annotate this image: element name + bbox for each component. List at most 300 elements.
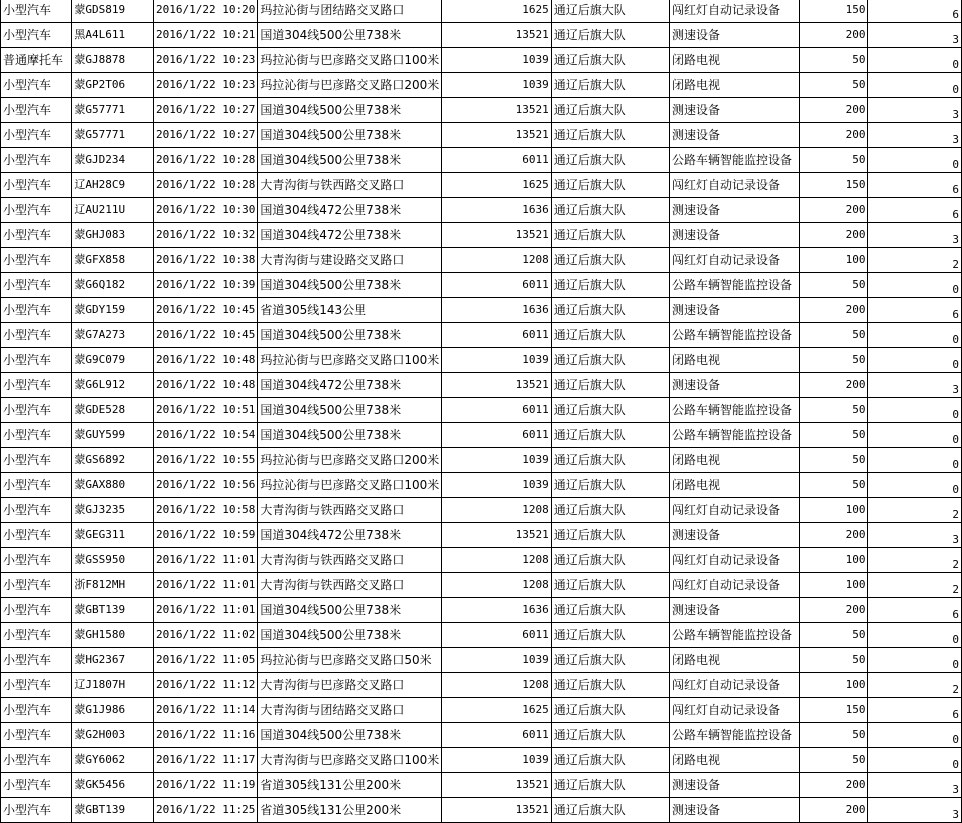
- location-cell[interactable]: 玛拉沁街与巴彦路交叉路口100米: [258, 473, 442, 498]
- violation-time-cell[interactable]: 2016/1/22 10:28: [154, 148, 258, 173]
- vehicle-type-cell[interactable]: 小型汽车: [1, 548, 72, 573]
- penalty-points-cell[interactable]: 2: [868, 673, 962, 698]
- vehicle-type-cell[interactable]: 普通摩托车: [1, 48, 72, 73]
- collecting-unit-cell[interactable]: 通辽后旗大队: [551, 73, 669, 98]
- table-row: [1, 23, 962, 48]
- device-type-cell[interactable]: 闯红灯自动记录设备: [669, 673, 799, 698]
- collecting-unit-cell[interactable]: 通辽后旗大队: [551, 348, 669, 373]
- fine-amount-cell[interactable]: 200: [799, 123, 868, 148]
- vehicle-type-cell[interactable]: 小型汽车: [1, 473, 72, 498]
- violation-code-cell[interactable]: 13521: [442, 98, 551, 123]
- fine-amount-cell[interactable]: 200: [799, 773, 868, 798]
- fine-amount-cell[interactable]: 100: [799, 673, 868, 698]
- collecting-unit-cell[interactable]: 通辽后旗大队: [551, 723, 669, 748]
- device-type-cell[interactable]: 闯红灯自动记录设备: [669, 248, 799, 273]
- penalty-points-cell[interactable]: 6: [868, 0, 962, 23]
- plate-number-cell[interactable]: 黑A4L611: [72, 23, 154, 48]
- plate-number-cell[interactable]: 蒙G9C079: [72, 348, 154, 373]
- collecting-unit-cell[interactable]: 通辽后旗大队: [551, 373, 669, 398]
- vehicle-type-cell[interactable]: 小型汽车: [1, 373, 72, 398]
- violation-code-cell[interactable]: 13521: [442, 373, 551, 398]
- collecting-unit-cell[interactable]: 通辽后旗大队: [551, 223, 669, 248]
- violation-code-cell[interactable]: 13521: [442, 798, 551, 823]
- penalty-points-cell[interactable]: 0: [868, 398, 962, 423]
- violation-time-cell[interactable]: 2016/1/22 10:38: [154, 248, 258, 273]
- violation-code-cell[interactable]: 13521: [442, 23, 551, 48]
- fine-amount-cell[interactable]: 100: [799, 498, 868, 523]
- location-cell[interactable]: 国道304线472公里738米: [258, 223, 442, 248]
- vehicle-type-cell[interactable]: 小型汽车: [1, 773, 72, 798]
- penalty-points-cell[interactable]: 2: [868, 548, 962, 573]
- collecting-unit-cell[interactable]: 通辽后旗大队: [551, 698, 669, 723]
- violation-time-cell[interactable]: 2016/1/22 11:14: [154, 698, 258, 723]
- violation-code-cell[interactable]: 1636: [442, 298, 551, 323]
- table-row: [1, 598, 962, 623]
- device-type-cell[interactable]: 测速设备: [669, 598, 799, 623]
- violation-code-cell[interactable]: 1636: [442, 198, 551, 223]
- violation-time-cell[interactable]: 2016/1/22 10:55: [154, 448, 258, 473]
- vehicle-type-cell[interactable]: 小型汽车: [1, 223, 72, 248]
- plate-number-cell[interactable]: 浙F812MH: [72, 573, 154, 598]
- violation-time-cell[interactable]: 2016/1/22 10:48: [154, 348, 258, 373]
- collecting-unit-cell[interactable]: 通辽后旗大队: [551, 798, 669, 823]
- collecting-unit-cell[interactable]: 通辽后旗大队: [551, 448, 669, 473]
- location-cell[interactable]: 玛拉沁街与巴彦路交叉路口200米: [258, 448, 442, 473]
- plate-number-cell[interactable]: 辽AH28C9: [72, 173, 154, 198]
- vehicle-type-cell[interactable]: 小型汽车: [1, 523, 72, 548]
- vehicle-type-cell[interactable]: 小型汽车: [1, 98, 72, 123]
- violation-time-cell[interactable]: 2016/1/22 10:59: [154, 523, 258, 548]
- vehicle-type-cell[interactable]: 小型汽车: [1, 123, 72, 148]
- fine-amount-cell[interactable]: 50: [799, 48, 868, 73]
- vehicle-type-cell[interactable]: 小型汽车: [1, 198, 72, 223]
- vehicle-type-cell[interactable]: 小型汽车: [1, 248, 72, 273]
- penalty-points-cell[interactable]: 3: [868, 98, 962, 123]
- device-type-cell[interactable]: 闯红灯自动记录设备: [669, 548, 799, 573]
- violation-code-cell[interactable]: 1039: [442, 348, 551, 373]
- fine-amount-cell[interactable]: 200: [799, 223, 868, 248]
- location-cell[interactable]: 大青沟街与铁西路交叉路口: [258, 573, 442, 598]
- violation-code-cell[interactable]: 6011: [442, 398, 551, 423]
- location-cell[interactable]: 国道304线500公里738米: [258, 423, 442, 448]
- plate-number-cell[interactable]: 蒙GK5456: [72, 773, 154, 798]
- violation-code-cell[interactable]: 6011: [442, 273, 551, 298]
- plate-number-cell[interactable]: 辽AU211U: [72, 198, 154, 223]
- plate-number-cell[interactable]: 蒙GDE528: [72, 398, 154, 423]
- fine-amount-cell[interactable]: 150: [799, 173, 868, 198]
- collecting-unit-cell[interactable]: 通辽后旗大队: [551, 398, 669, 423]
- device-type-cell[interactable]: 测速设备: [669, 23, 799, 48]
- vehicle-type-cell[interactable]: 小型汽车: [1, 623, 72, 648]
- collecting-unit-cell[interactable]: 通辽后旗大队: [551, 648, 669, 673]
- fine-amount-cell[interactable]: 50: [799, 423, 868, 448]
- plate-number-cell[interactable]: 蒙GBT139: [72, 798, 154, 823]
- violation-time-cell[interactable]: 2016/1/22 10:58: [154, 498, 258, 523]
- fine-amount-cell[interactable]: 200: [799, 373, 868, 398]
- penalty-points-cell[interactable]: 3: [868, 373, 962, 398]
- violation-code-cell[interactable]: 6011: [442, 148, 551, 173]
- fine-amount-cell[interactable]: 50: [799, 148, 868, 173]
- vehicle-type-cell[interactable]: 小型汽车: [1, 573, 72, 598]
- location-cell[interactable]: 大青沟街与巴彦路交叉路口100米: [258, 748, 442, 773]
- collecting-unit-cell[interactable]: 通辽后旗大队: [551, 573, 669, 598]
- violation-time-cell[interactable]: 2016/1/22 11:25: [154, 798, 258, 823]
- device-type-cell[interactable]: 公路车辆智能监控设备: [669, 623, 799, 648]
- plate-number-cell[interactable]: 蒙GH1580: [72, 623, 154, 648]
- violation-code-cell[interactable]: 1208: [442, 498, 551, 523]
- violation-time-cell[interactable]: 2016/1/22 10:51: [154, 398, 258, 423]
- penalty-points-cell[interactable]: 3: [868, 23, 962, 48]
- device-type-cell[interactable]: 测速设备: [669, 223, 799, 248]
- fine-amount-cell[interactable]: 150: [799, 698, 868, 723]
- device-type-cell[interactable]: 测速设备: [669, 523, 799, 548]
- fine-amount-cell[interactable]: 100: [799, 573, 868, 598]
- device-type-cell[interactable]: 测速设备: [669, 773, 799, 798]
- violation-code-cell[interactable]: 13521: [442, 123, 551, 148]
- location-cell[interactable]: 国道304线472公里738米: [258, 523, 442, 548]
- collecting-unit-cell[interactable]: 通辽后旗大队: [551, 623, 669, 648]
- plate-number-cell[interactable]: 蒙G6L912: [72, 373, 154, 398]
- violation-time-cell[interactable]: 2016/1/22 11:12: [154, 673, 258, 698]
- violation-time-cell[interactable]: 2016/1/22 11:19: [154, 773, 258, 798]
- vehicle-type-cell[interactable]: 小型汽车: [1, 0, 72, 23]
- penalty-points-cell[interactable]: 3: [868, 523, 962, 548]
- collecting-unit-cell[interactable]: 通辽后旗大队: [551, 173, 669, 198]
- collecting-unit-cell[interactable]: 通辽后旗大队: [551, 273, 669, 298]
- penalty-points-cell[interactable]: 6: [868, 198, 962, 223]
- plate-number-cell[interactable]: 蒙GUY599: [72, 423, 154, 448]
- violation-time-cell[interactable]: 2016/1/22 11:16: [154, 723, 258, 748]
- fine-amount-cell[interactable]: 50: [799, 623, 868, 648]
- violation-code-cell[interactable]: 1039: [442, 748, 551, 773]
- vehicle-type-cell[interactable]: 小型汽车: [1, 448, 72, 473]
- violation-code-cell[interactable]: 6011: [442, 623, 551, 648]
- location-cell[interactable]: 大青沟街与团结路交叉路口: [258, 698, 442, 723]
- vehicle-type-cell[interactable]: 小型汽车: [1, 73, 72, 98]
- violation-code-cell[interactable]: 1208: [442, 673, 551, 698]
- fine-amount-cell[interactable]: 100: [799, 248, 868, 273]
- plate-number-cell[interactable]: 蒙GS6892: [72, 448, 154, 473]
- vehicle-type-cell[interactable]: 小型汽车: [1, 348, 72, 373]
- penalty-points-cell[interactable]: 3: [868, 798, 962, 823]
- device-type-cell[interactable]: 测速设备: [669, 373, 799, 398]
- location-cell[interactable]: 玛拉沁街与巴彦路交叉路口50米: [258, 648, 442, 673]
- penalty-points-cell[interactable]: 3: [868, 223, 962, 248]
- plate-number-cell[interactable]: 蒙GDS819: [72, 0, 154, 23]
- violation-code-cell[interactable]: 1625: [442, 698, 551, 723]
- fine-amount-cell[interactable]: 200: [799, 523, 868, 548]
- penalty-points-cell[interactable]: 2: [868, 248, 962, 273]
- device-type-cell[interactable]: 公路车辆智能监控设备: [669, 323, 799, 348]
- device-type-cell[interactable]: 闭路电视: [669, 748, 799, 773]
- collecting-unit-cell[interactable]: 通辽后旗大队: [551, 98, 669, 123]
- violation-code-cell[interactable]: 1636: [442, 598, 551, 623]
- location-cell[interactable]: 玛拉沁街与巴彦路交叉路口100米: [258, 48, 442, 73]
- location-cell[interactable]: 国道304线472公里738米: [258, 373, 442, 398]
- penalty-points-cell[interactable]: 0: [868, 148, 962, 173]
- penalty-points-cell[interactable]: 0: [868, 623, 962, 648]
- penalty-points-cell[interactable]: 6: [868, 598, 962, 623]
- fine-amount-cell[interactable]: 200: [799, 598, 868, 623]
- violation-time-cell[interactable]: 2016/1/22 11:02: [154, 623, 258, 648]
- location-cell[interactable]: 国道304线500公里738米: [258, 323, 442, 348]
- plate-number-cell[interactable]: 蒙G7A273: [72, 323, 154, 348]
- collecting-unit-cell[interactable]: 通辽后旗大队: [551, 323, 669, 348]
- fine-amount-cell[interactable]: 100: [799, 548, 868, 573]
- violation-code-cell[interactable]: 1039: [442, 473, 551, 498]
- vehicle-type-cell[interactable]: 小型汽车: [1, 748, 72, 773]
- device-type-cell[interactable]: 测速设备: [669, 123, 799, 148]
- fine-amount-cell[interactable]: 200: [799, 798, 868, 823]
- penalty-points-cell[interactable]: 0: [868, 473, 962, 498]
- plate-number-cell[interactable]: 蒙G6Q182: [72, 273, 154, 298]
- penalty-points-cell[interactable]: 0: [868, 423, 962, 448]
- location-cell[interactable]: 国道304线500公里738米: [258, 598, 442, 623]
- collecting-unit-cell[interactable]: 通辽后旗大队: [551, 0, 669, 23]
- plate-number-cell[interactable]: 蒙GEG311: [72, 523, 154, 548]
- vehicle-type-cell[interactable]: 小型汽车: [1, 598, 72, 623]
- plate-number-cell[interactable]: 蒙GJ8878: [72, 48, 154, 73]
- vehicle-type-cell[interactable]: 小型汽车: [1, 398, 72, 423]
- fine-amount-cell[interactable]: 50: [799, 323, 868, 348]
- penalty-points-cell[interactable]: 6: [868, 698, 962, 723]
- device-type-cell[interactable]: 闯红灯自动记录设备: [669, 573, 799, 598]
- location-cell[interactable]: 大青沟街与铁西路交叉路口: [258, 173, 442, 198]
- location-cell[interactable]: 国道304线500公里738米: [258, 148, 442, 173]
- device-type-cell[interactable]: 闯红灯自动记录设备: [669, 0, 799, 23]
- device-type-cell[interactable]: 闭路电视: [669, 73, 799, 98]
- penalty-points-cell[interactable]: 0: [868, 273, 962, 298]
- violation-time-cell[interactable]: 2016/1/22 10:23: [154, 73, 258, 98]
- vehicle-type-cell[interactable]: 小型汽车: [1, 648, 72, 673]
- device-type-cell[interactable]: 闭路电视: [669, 473, 799, 498]
- location-cell[interactable]: 国道304线500公里738米: [258, 273, 442, 298]
- device-type-cell[interactable]: 测速设备: [669, 298, 799, 323]
- violation-time-cell[interactable]: 2016/1/22 10:45: [154, 323, 258, 348]
- vehicle-type-cell[interactable]: 小型汽车: [1, 423, 72, 448]
- violation-time-cell[interactable]: 2016/1/22 10:54: [154, 423, 258, 448]
- plate-number-cell[interactable]: 蒙GY6062: [72, 748, 154, 773]
- vehicle-type-cell[interactable]: 小型汽车: [1, 673, 72, 698]
- device-type-cell[interactable]: 公路车辆智能监控设备: [669, 423, 799, 448]
- vehicle-type-cell[interactable]: 小型汽车: [1, 498, 72, 523]
- penalty-points-cell[interactable]: 6: [868, 173, 962, 198]
- collecting-unit-cell[interactable]: 通辽后旗大队: [551, 423, 669, 448]
- plate-number-cell[interactable]: 蒙GBT139: [72, 598, 154, 623]
- plate-number-cell[interactable]: 蒙GDY159: [72, 298, 154, 323]
- violation-time-cell[interactable]: 2016/1/22 10:39: [154, 273, 258, 298]
- device-type-cell[interactable]: 测速设备: [669, 798, 799, 823]
- fine-amount-cell[interactable]: 50: [799, 73, 868, 98]
- device-type-cell[interactable]: 公路车辆智能监控设备: [669, 723, 799, 748]
- fine-amount-cell[interactable]: 50: [799, 648, 868, 673]
- fine-amount-cell[interactable]: 200: [799, 98, 868, 123]
- plate-number-cell[interactable]: 蒙G57771: [72, 98, 154, 123]
- violation-time-cell[interactable]: 2016/1/22 11:01: [154, 598, 258, 623]
- violation-code-cell[interactable]: 6011: [442, 423, 551, 448]
- collecting-unit-cell[interactable]: 通辽后旗大队: [551, 548, 669, 573]
- fine-amount-cell[interactable]: 50: [799, 473, 868, 498]
- location-cell[interactable]: 国道304线500公里738米: [258, 398, 442, 423]
- penalty-points-cell[interactable]: 0: [868, 723, 962, 748]
- penalty-points-cell[interactable]: 0: [868, 748, 962, 773]
- device-type-cell[interactable]: 闭路电视: [669, 348, 799, 373]
- fine-amount-cell[interactable]: 150: [799, 0, 868, 23]
- collecting-unit-cell[interactable]: 通辽后旗大队: [551, 598, 669, 623]
- violation-time-cell[interactable]: 2016/1/22 10:27: [154, 98, 258, 123]
- device-type-cell[interactable]: 闭路电视: [669, 448, 799, 473]
- plate-number-cell[interactable]: 蒙GJ3235: [72, 498, 154, 523]
- location-cell[interactable]: 国道304线500公里738米: [258, 123, 442, 148]
- collecting-unit-cell[interactable]: 通辽后旗大队: [551, 48, 669, 73]
- location-cell[interactable]: 玛拉沁街与巴彦路交叉路口100米: [258, 348, 442, 373]
- plate-number-cell[interactable]: 蒙GP2T06: [72, 73, 154, 98]
- device-type-cell[interactable]: 测速设备: [669, 198, 799, 223]
- fine-amount-cell[interactable]: 50: [799, 723, 868, 748]
- device-type-cell[interactable]: 闯红灯自动记录设备: [669, 698, 799, 723]
- plate-number-cell[interactable]: 蒙G57771: [72, 123, 154, 148]
- collecting-unit-cell[interactable]: 通辽后旗大队: [551, 248, 669, 273]
- location-cell[interactable]: 玛拉沁街与巴彦路交叉路口200米: [258, 73, 442, 98]
- location-cell[interactable]: 国道304线500公里738米: [258, 98, 442, 123]
- violation-time-cell[interactable]: 2016/1/22 11:01: [154, 548, 258, 573]
- fine-amount-cell[interactable]: 50: [799, 273, 868, 298]
- collecting-unit-cell[interactable]: 通辽后旗大队: [551, 473, 669, 498]
- plate-number-cell[interactable]: 蒙G1J986: [72, 698, 154, 723]
- vehicle-type-cell[interactable]: 小型汽车: [1, 173, 72, 198]
- violation-time-cell[interactable]: 2016/1/22 10:30: [154, 198, 258, 223]
- penalty-points-cell[interactable]: 6: [868, 298, 962, 323]
- violation-time-cell[interactable]: 2016/1/22 11:01: [154, 573, 258, 598]
- device-type-cell[interactable]: 公路车辆智能监控设备: [669, 148, 799, 173]
- device-type-cell[interactable]: 闯红灯自动记录设备: [669, 498, 799, 523]
- penalty-points-cell[interactable]: 0: [868, 73, 962, 98]
- penalty-points-cell[interactable]: 3: [868, 773, 962, 798]
- vehicle-type-cell[interactable]: 小型汽车: [1, 723, 72, 748]
- plate-number-cell[interactable]: 蒙GFX858: [72, 248, 154, 273]
- violation-time-cell[interactable]: 2016/1/22 11:05: [154, 648, 258, 673]
- device-type-cell[interactable]: 闯红灯自动记录设备: [669, 173, 799, 198]
- location-cell[interactable]: 国道304线500公里738米: [258, 23, 442, 48]
- location-cell[interactable]: 大青沟街与铁西路交叉路口: [258, 548, 442, 573]
- penalty-points-cell[interactable]: 3: [868, 123, 962, 148]
- violation-time-cell[interactable]: 2016/1/22 10:20: [154, 0, 258, 23]
- location-cell[interactable]: 省道305线131公里200米: [258, 773, 442, 798]
- violation-code-cell[interactable]: 1208: [442, 548, 551, 573]
- collecting-unit-cell[interactable]: 通辽后旗大队: [551, 298, 669, 323]
- penalty-points-cell[interactable]: 0: [868, 48, 962, 73]
- penalty-points-cell[interactable]: 0: [868, 448, 962, 473]
- location-cell[interactable]: 玛拉沁街与团结路交叉路口: [258, 0, 442, 23]
- violation-code-cell[interactable]: 13521: [442, 223, 551, 248]
- fine-amount-cell[interactable]: 50: [799, 748, 868, 773]
- violation-code-cell[interactable]: 6011: [442, 723, 551, 748]
- location-cell[interactable]: 国道304线500公里738米: [258, 623, 442, 648]
- violation-code-cell[interactable]: 1625: [442, 173, 551, 198]
- penalty-points-cell[interactable]: 0: [868, 323, 962, 348]
- violation-code-cell[interactable]: 1625: [442, 0, 551, 23]
- collecting-unit-cell[interactable]: 通辽后旗大队: [551, 123, 669, 148]
- vehicle-type-cell[interactable]: 小型汽车: [1, 148, 72, 173]
- penalty-points-cell[interactable]: 0: [868, 348, 962, 373]
- collecting-unit-cell[interactable]: 通辽后旗大队: [551, 198, 669, 223]
- device-type-cell[interactable]: 闭路电视: [669, 48, 799, 73]
- fine-amount-cell[interactable]: 200: [799, 23, 868, 48]
- vehicle-type-cell[interactable]: 小型汽车: [1, 23, 72, 48]
- device-type-cell[interactable]: 公路车辆智能监控设备: [669, 398, 799, 423]
- fine-amount-cell[interactable]: 50: [799, 448, 868, 473]
- violation-code-cell[interactable]: 1039: [442, 73, 551, 98]
- plate-number-cell[interactable]: 蒙GSS950: [72, 548, 154, 573]
- plate-number-cell[interactable]: 蒙GAX880: [72, 473, 154, 498]
- fine-amount-cell[interactable]: 200: [799, 198, 868, 223]
- violation-time-cell[interactable]: 2016/1/22 10:23: [154, 48, 258, 73]
- vehicle-type-cell[interactable]: 小型汽车: [1, 298, 72, 323]
- collecting-unit-cell[interactable]: 通辽后旗大队: [551, 23, 669, 48]
- violation-time-cell[interactable]: 2016/1/22 10:45: [154, 298, 258, 323]
- penalty-points-cell[interactable]: 2: [868, 573, 962, 598]
- location-cell[interactable]: 大青沟街与建设路交叉路口: [258, 248, 442, 273]
- penalty-points-cell[interactable]: 2: [868, 498, 962, 523]
- vehicle-type-cell[interactable]: 小型汽车: [1, 323, 72, 348]
- violation-time-cell[interactable]: 2016/1/22 10:27: [154, 123, 258, 148]
- location-cell[interactable]: 国道304线500公里738米: [258, 723, 442, 748]
- table-row: [1, 648, 962, 673]
- violation-code-cell[interactable]: 1208: [442, 248, 551, 273]
- violation-time-cell[interactable]: 2016/1/22 10:32: [154, 223, 258, 248]
- plate-number-cell[interactable]: 辽J1807H: [72, 673, 154, 698]
- vehicle-type-cell[interactable]: 小型汽车: [1, 273, 72, 298]
- collecting-unit-cell[interactable]: 通辽后旗大队: [551, 148, 669, 173]
- collecting-unit-cell[interactable]: 通辽后旗大队: [551, 498, 669, 523]
- location-cell[interactable]: 大青沟街与铁西路交叉路口: [258, 498, 442, 523]
- vehicle-type-cell[interactable]: 小型汽车: [1, 698, 72, 723]
- collecting-unit-cell[interactable]: 通辽后旗大队: [551, 523, 669, 548]
- location-cell[interactable]: 大青沟街与巴彦路交叉路口: [258, 673, 442, 698]
- violation-time-cell[interactable]: 2016/1/22 10:21: [154, 23, 258, 48]
- location-cell[interactable]: 省道305线143公里: [258, 298, 442, 323]
- violation-code-cell[interactable]: 1039: [442, 448, 551, 473]
- penalty-points-cell[interactable]: 0: [868, 648, 962, 673]
- violation-time-cell[interactable]: 2016/1/22 11:17: [154, 748, 258, 773]
- violation-code-cell[interactable]: 1208: [442, 573, 551, 598]
- device-type-cell[interactable]: 公路车辆智能监控设备: [669, 273, 799, 298]
- violation-time-cell[interactable]: 2016/1/22 10:48: [154, 373, 258, 398]
- vehicle-type-cell[interactable]: 小型汽车: [1, 798, 72, 823]
- plate-number-cell[interactable]: 蒙HG2367: [72, 648, 154, 673]
- violation-code-cell[interactable]: 13521: [442, 523, 551, 548]
- violation-code-cell[interactable]: 13521: [442, 773, 551, 798]
- location-cell[interactable]: 省道305线131公里200米: [258, 798, 442, 823]
- plate-number-cell[interactable]: 蒙GJD234: [72, 148, 154, 173]
- fine-amount-cell[interactable]: 200: [799, 298, 868, 323]
- collecting-unit-cell[interactable]: 通辽后旗大队: [551, 673, 669, 698]
- location-cell[interactable]: 国道304线472公里738米: [258, 198, 442, 223]
- fine-amount-cell[interactable]: 50: [799, 348, 868, 373]
- plate-number-cell[interactable]: 蒙GHJ083: [72, 223, 154, 248]
- device-type-cell[interactable]: 闭路电视: [669, 648, 799, 673]
- violation-code-cell[interactable]: 1039: [442, 648, 551, 673]
- device-type-cell[interactable]: 测速设备: [669, 98, 799, 123]
- plate-number-cell[interactable]: 蒙G2H003: [72, 723, 154, 748]
- collecting-unit-cell[interactable]: 通辽后旗大队: [551, 748, 669, 773]
- violation-time-cell[interactable]: 2016/1/22 10:56: [154, 473, 258, 498]
- violation-code-cell[interactable]: 1039: [442, 48, 551, 73]
- collecting-unit-cell[interactable]: 通辽后旗大队: [551, 773, 669, 798]
- fine-amount-cell[interactable]: 50: [799, 398, 868, 423]
- violation-time-cell[interactable]: 2016/1/22 10:28: [154, 173, 258, 198]
- violation-code-cell[interactable]: 6011: [442, 323, 551, 348]
